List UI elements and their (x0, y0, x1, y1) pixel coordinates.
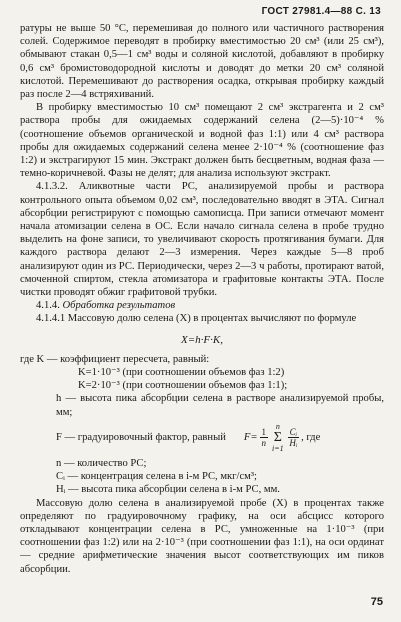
sigma-bottom: i=1 (272, 443, 284, 453)
f-where: , где (301, 432, 321, 444)
f-eq: F= (243, 432, 258, 444)
page-number: 75 (370, 596, 383, 608)
section-heading (20, 299, 384, 312)
main-formula: X=h·F·K, (181, 333, 223, 346)
frac-one-over-n (260, 427, 269, 448)
definition-k1: K=1·10⁻³ (при соотношении объемов фаз 1:2) (78, 367, 285, 379)
frac-den: n (261, 438, 266, 449)
definition-f-text: F — градуировочный фактор, равный (56, 432, 226, 444)
document-body (20, 22, 384, 576)
paragraph: В пробирку вместимостью 10 см³ помещают 2 см³ экстрагента и 2 см³ раствора пробы для ожидаемых содержаний селена (2—5)·10⁻⁴ % (соотношение объемов органической и водной фаз 1:1) или 4 см³ раствора пробы для ожидаемых содержаний селена менее 2·10⁻⁴ % (соотношение фаз 1:2) и экстрагируют 15 мин. Экстракт должен быть бесцветным, водная фаза — темно-коричневой. Фазы не делят; для анализа используют экстракт. (20, 102, 384, 180)
definition-k2: K=2·10⁻³ (при соотношении объемов фаз 1:1); (78, 380, 288, 392)
paragraph: 4.1.4.1 Массовую долю селена (X) в процентах вычисляют по формуле (36, 313, 357, 325)
sigma-symbol (272, 423, 284, 453)
definition-k: где K — коэффициент пересчета, равный: (20, 353, 210, 365)
paragraph: ратуры не выше 50 °С, перемешивая до полного или частичного растворения солей. Содержимое переводят в пробирку вместимостью 20 см³ (или 25 см³), обмывают стакан 0,5—1 см³ воды и соляной кислотой, добавляют в пробирку 0,6 см³ бромистоводородной кислоты и доводят до метки 20 см³ соляной кислотой. Перемешивают до растворения осадка, открывая пробирку каждый раз после 2—4 встряхиваний. (20, 23, 384, 101)
paragraph: Массовую долю селена в анализируемой пробе (X) в процентах также определяют по градуировочному графику, на оси абсцисс которого откладывают концентрации селена в РС, умноженные на 1·10⁻³ (при соотношении фаз 1:2) или на 2·10⁻³ (при соотношении фаз 1:1), на оси ординат — средние арифметические значения высот соответствующих им пиков абсорбции. (20, 497, 384, 575)
frac-num: 1 (261, 427, 266, 438)
definition-f (20, 423, 384, 453)
sigma-icon: Σ (273, 429, 282, 445)
frac-num: Cᵢ (289, 427, 298, 438)
section-title: Обработка результатов (62, 300, 176, 312)
frac-ci-over-hi (288, 427, 299, 448)
definition-hi: Hᵢ — высота пика абсорбции селена в i-м РС, мм. (56, 484, 280, 496)
page-header: ГОСТ 27981.4—88 С. 13 (261, 6, 381, 17)
frac-den: Hᵢ (289, 438, 298, 449)
definition-h: h — высота пика абсорбции селена в растворе анализируемой пробы, мм; (56, 393, 384, 418)
definition-n: n — количество РС; (56, 457, 147, 469)
definition-ci: Cᵢ — концентрация селена в i-м РС, мкг/см³; (56, 471, 257, 483)
paragraph: 4.1.3.2. Аликвотные части РС, анализируемой пробы и раствора контрольного опыта объемом 0,02 см³, последовательно вводят в ЭТА. Сигнал абсорбции регистрируют с помощью самописца. При записи отмечают момент начала атомизации селена в ОС. Если начало сигнала селена в пробе трудно выделить на фоне записи, то увеличивают скорость протягивания бумаги. Для каждого раствора делают 2—3 измерения. Через каждые 5—8 проб анализируют один из РС. Периодически, через 2—3 ч работы, протирают ватой, смоченной спиртом, стекла атомизатора и графитовые контакты ЭТА. После чистки проводят обжиг графитовой трубки. (20, 181, 384, 299)
sigma-top: n (275, 421, 280, 431)
section-number: 4.1.4. (36, 300, 60, 312)
